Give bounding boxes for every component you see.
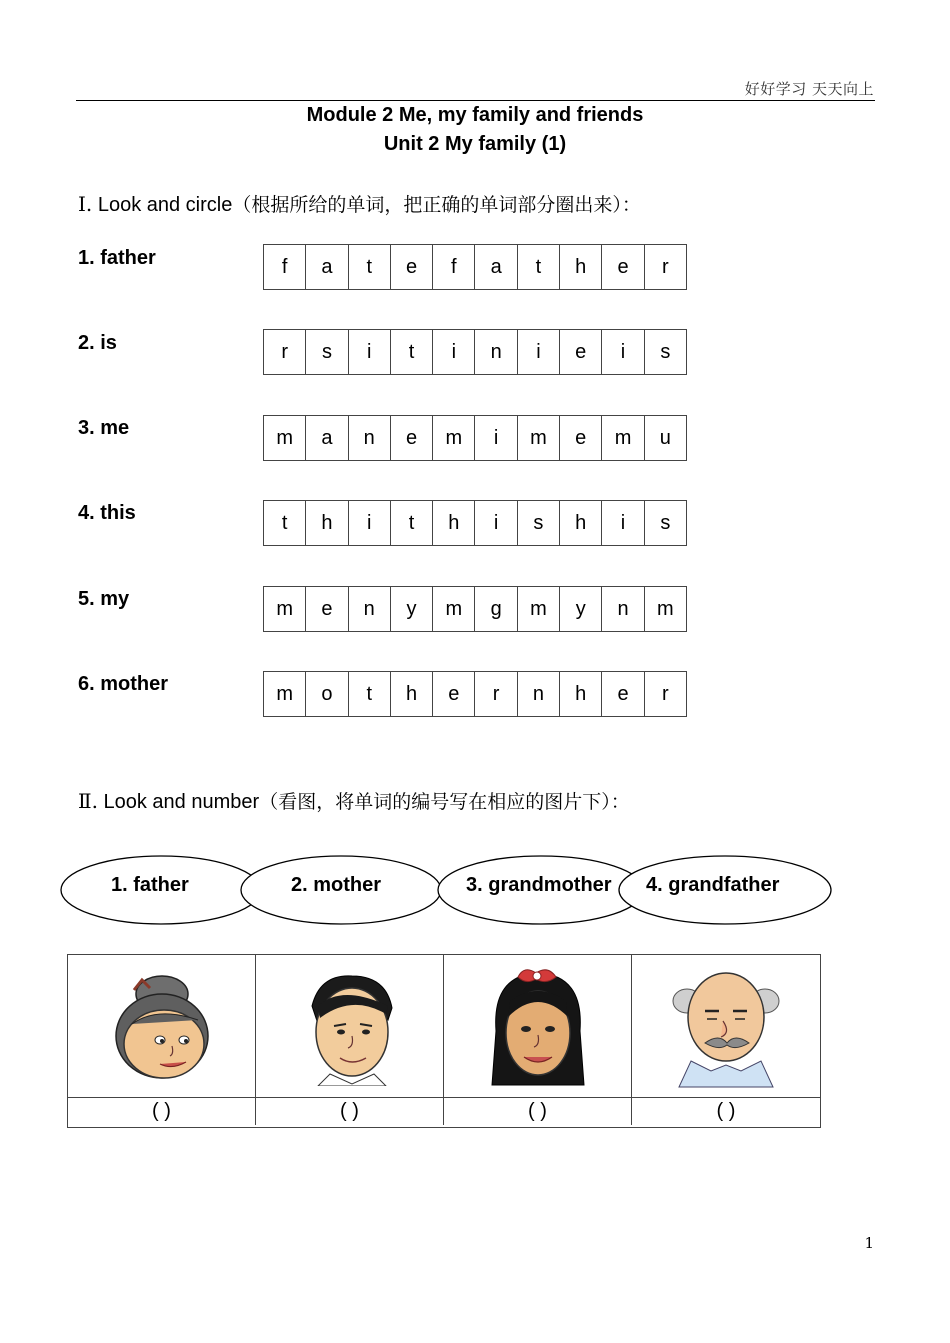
letter-cell[interactable]: i [602,330,644,374]
letter-cell[interactable]: n [518,672,560,716]
letter-cell[interactable]: f [433,245,475,289]
letter-cell[interactable]: e [391,245,433,289]
letter-cell[interactable]: i [475,416,517,460]
letter-cell[interactable]: s [660,511,671,534]
section-2-heading [78,787,630,814]
answer-blank-4[interactable]: ( ) [632,1097,820,1125]
letter-cell[interactable]: e [433,672,475,716]
unit-title: Unit 2 My family (1) [383,133,567,155]
answer-blank-3[interactable]: ( ) [444,1097,632,1125]
page-number: 1 [864,1234,874,1252]
picture-cell-3 [444,955,632,1097]
letter-cell[interactable]: r [661,682,669,705]
oval-label-grandfather: 4. grandfather [646,874,780,896]
letter-cell[interactable]: h [391,672,433,716]
letter-cell[interactable]: i [518,330,560,374]
letter-cell[interactable]: m [264,672,306,716]
letter-grid-father [263,244,687,290]
letter-grid-me [263,415,687,461]
section-2-label: Look and number [97,791,260,813]
letter-cell[interactable]: m [656,597,674,620]
letter-cell[interactable]: m [433,416,475,460]
letter-cell[interactable]: i [349,501,391,545]
letter-cell[interactable]: u [659,426,671,449]
section-1-numeral: Ⅰ. [78,192,93,216]
word-mother: 6. mother [78,673,169,695]
word-me: 3. me [78,417,130,439]
letter-cell[interactable]: h [306,501,348,545]
letter-cell[interactable]: r [264,330,306,374]
letter-cell[interactable]: r [661,255,669,278]
letter-grid-mother [263,671,687,717]
letter-cell[interactable]: e [306,587,348,631]
letter-cell[interactable]: e [602,672,644,716]
word-my: 5. my [78,588,130,610]
letter-cell[interactable]: f [264,245,306,289]
word-ovals [58,852,838,932]
grandmother-face-icon [102,966,222,1086]
letter-cell[interactable]: y [391,587,433,631]
letter-cell[interactable]: t [518,245,560,289]
word-father: 1. father [78,247,156,269]
letter-cell[interactable]: a [475,245,517,289]
letter-cell[interactable]: e [560,416,602,460]
word-this: 4. this [78,502,136,524]
section-2-instruction: （看图，将单词的编号写在相应的图片下）： [259,791,630,813]
answer-blank-2[interactable]: ( ) [256,1097,444,1125]
letter-cell[interactable]: t [391,501,433,545]
letter-cell[interactable]: e [560,330,602,374]
letter-cell[interactable]: h [433,501,475,545]
header-motto: 好好学习 天天向上 [744,80,874,98]
letter-cell[interactable]: m [264,587,306,631]
letter-cell[interactable]: n [349,587,391,631]
letter-cell[interactable]: m [602,416,644,460]
letter-cell[interactable]: r [475,672,517,716]
picture-cell-1 [68,955,256,1097]
letter-cell[interactable]: n [602,587,644,631]
letter-cell[interactable]: s [660,340,671,363]
picture-cell-4 [632,955,820,1097]
letter-cell[interactable]: n [475,330,517,374]
letter-cell[interactable]: e [391,416,433,460]
section-1-instruction: （根据所给的单词，把正确的单词部分圈出来）： [232,194,641,216]
letter-cell[interactable]: o [306,672,348,716]
letter-cell[interactable]: a [306,245,348,289]
letter-cell[interactable]: i [602,501,644,545]
picture-cell-2 [256,955,444,1097]
letter-cell[interactable]: t [349,672,391,716]
letter-grid-my [263,586,687,632]
section-1-heading [78,190,641,217]
letter-cell[interactable]: m [518,416,560,460]
letter-cell[interactable]: n [349,416,391,460]
oval-label-grandmother: 3. grandmother [466,874,612,896]
oval-label-father: 1. father [111,874,189,896]
module-title: Module 2 Me, my family and friends [306,104,644,126]
letter-cell[interactable]: s [306,330,348,374]
letter-cell[interactable]: m [433,587,475,631]
header-rule [76,100,875,101]
letter-cell[interactable]: i [475,501,517,545]
letter-cell[interactable]: i [349,330,391,374]
letter-cell[interactable]: m [264,416,306,460]
letter-cell[interactable]: h [560,245,602,289]
grandfather-face-icon [661,961,791,1091]
mother-face-icon [478,961,598,1091]
word-is: 2. is [78,332,117,354]
letter-cell[interactable]: y [560,587,602,631]
answer-blank-1[interactable]: ( ) [68,1097,256,1125]
father-face-icon [290,966,410,1086]
letter-cell[interactable]: t [391,330,433,374]
letter-cell[interactable]: t [264,501,306,545]
letter-cell[interactable]: h [560,672,602,716]
picture-table [67,954,821,1128]
letter-cell[interactable]: g [475,587,517,631]
letter-cell[interactable]: h [560,501,602,545]
letter-cell[interactable]: i [433,330,475,374]
letter-grid-this [263,500,687,546]
letter-cell[interactable]: s [518,501,560,545]
section-1-label: Look and circle [92,194,233,216]
section-2-numeral: Ⅱ. [78,789,98,813]
letter-cell[interactable]: t [349,245,391,289]
letter-grid-is [263,329,687,375]
letter-cell[interactable]: m [518,587,560,631]
oval-label-mother: 2. mother [291,874,382,896]
letter-cell[interactable]: e [602,245,644,289]
letter-cell[interactable]: a [306,416,348,460]
